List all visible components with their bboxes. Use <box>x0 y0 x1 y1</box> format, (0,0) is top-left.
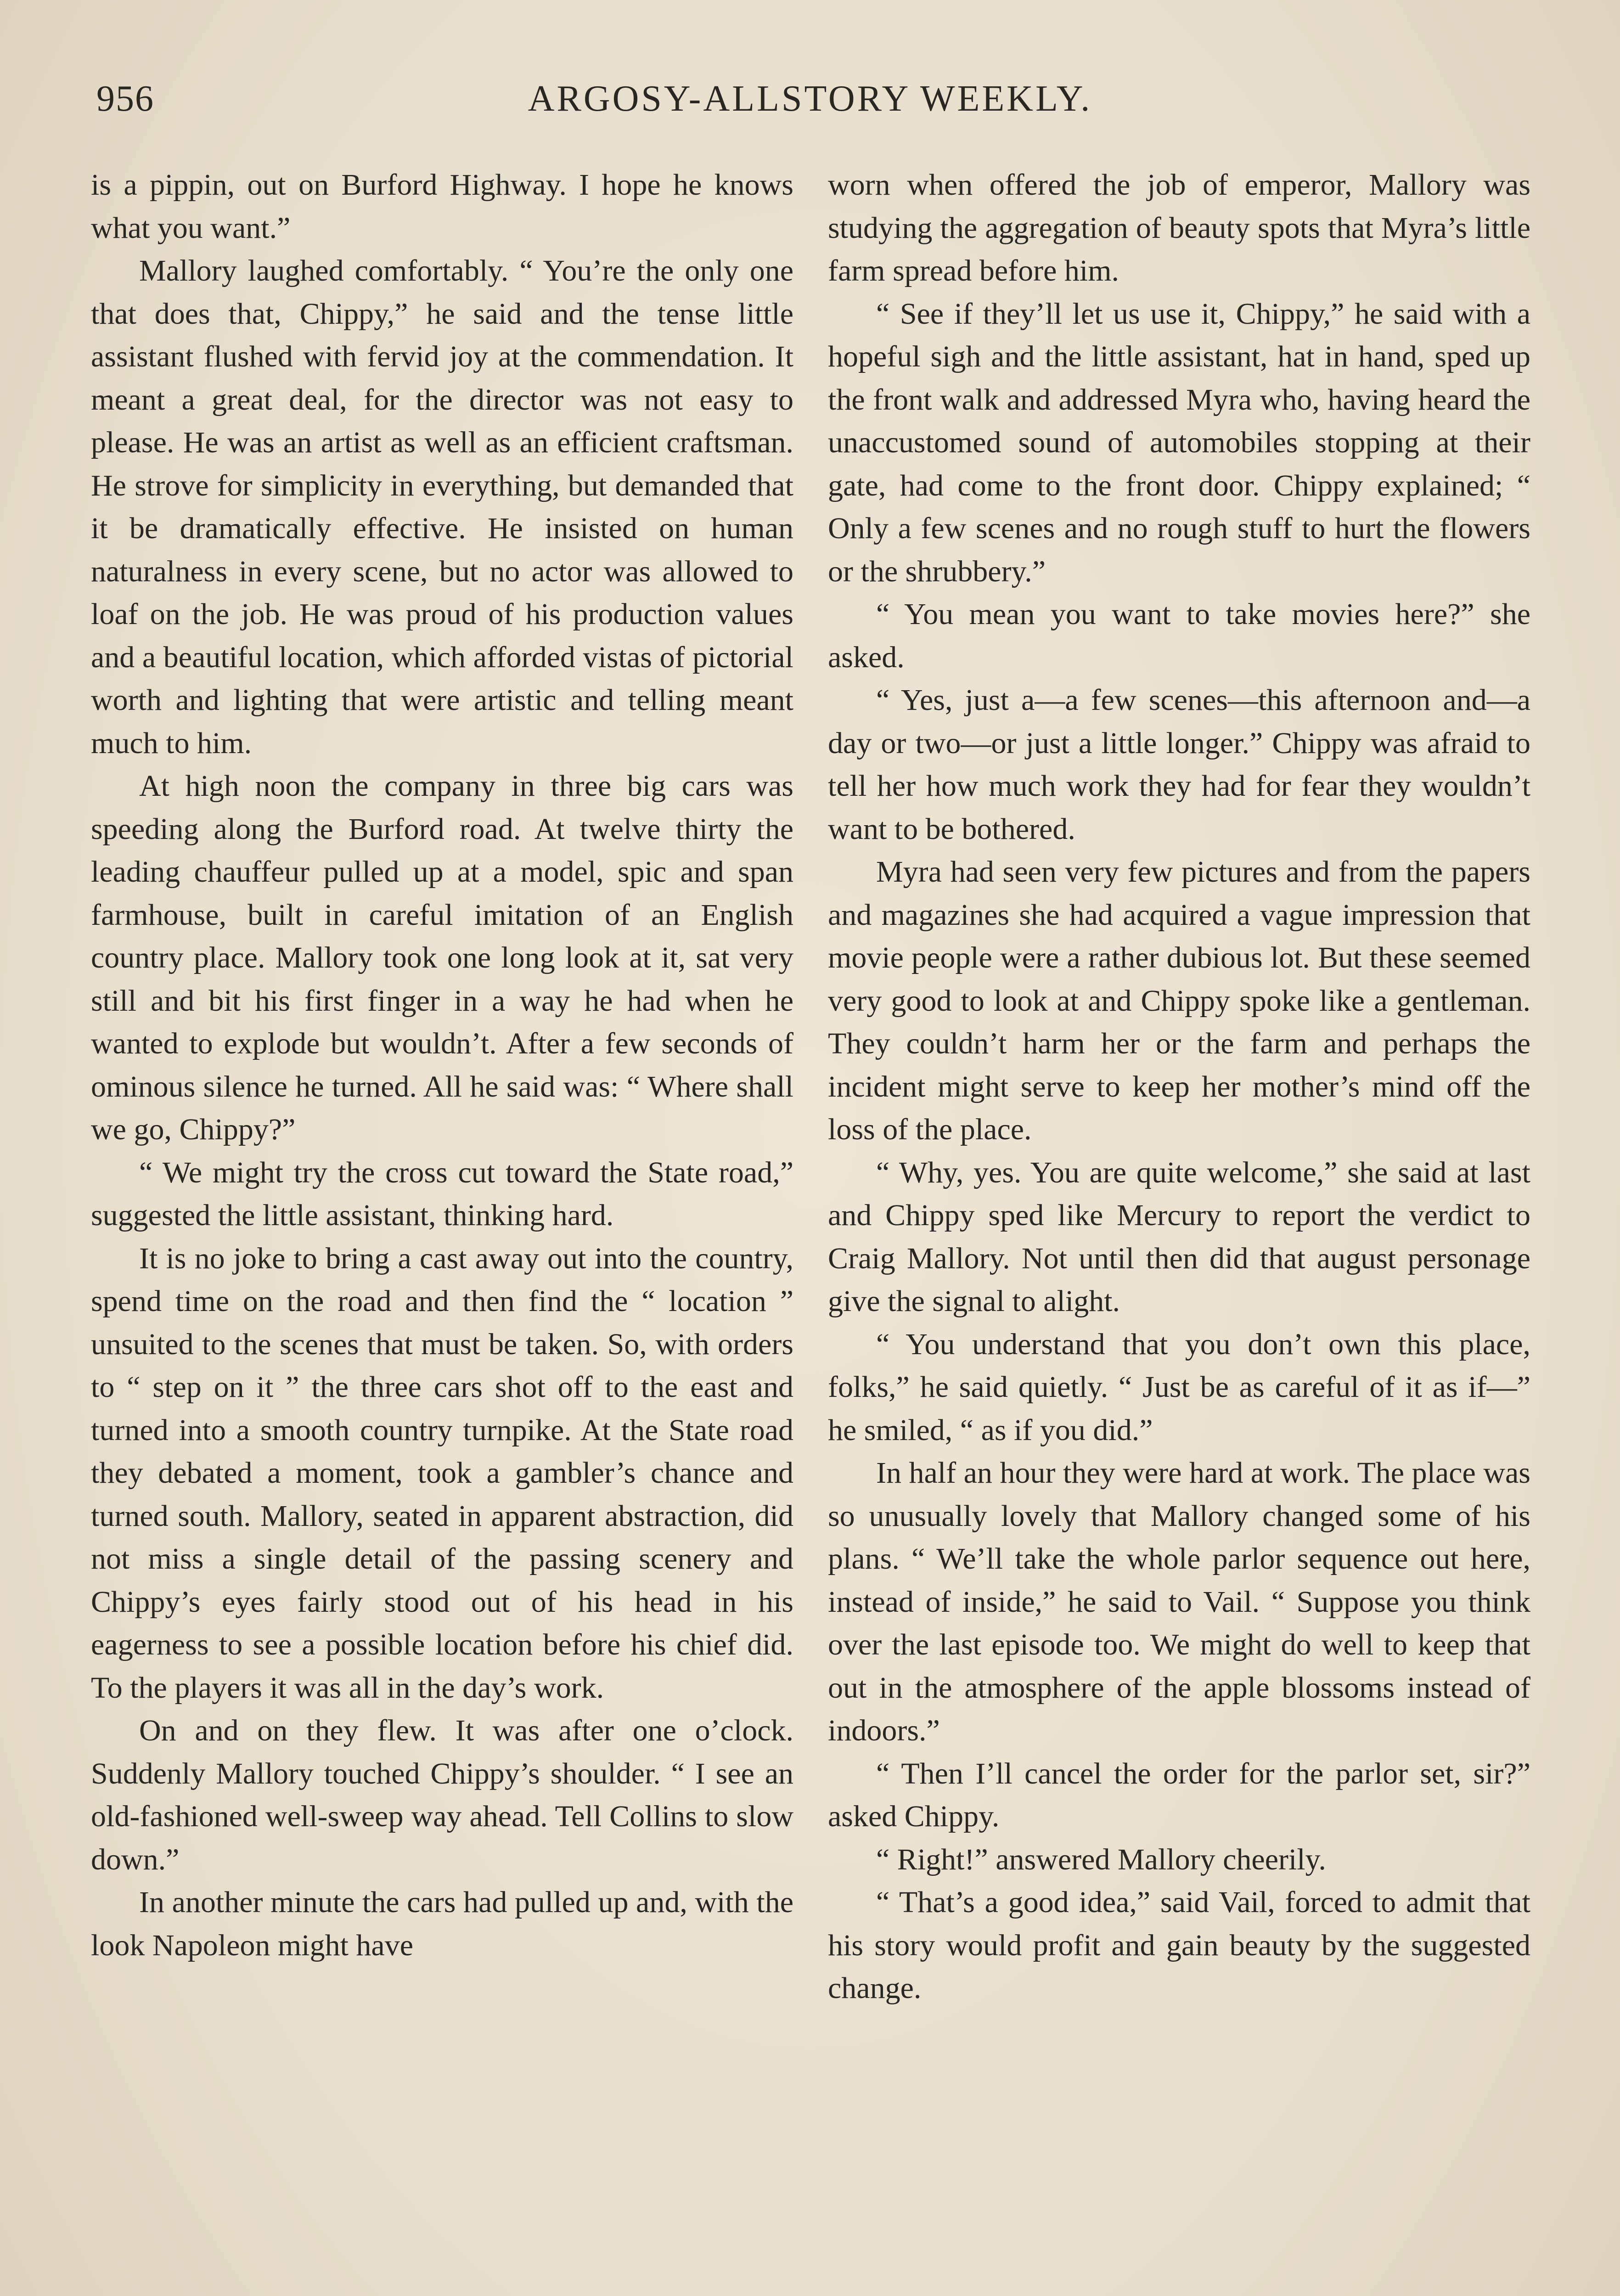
paragraph: “ Right!” answered Mallory cheerily. <box>876 1842 1326 1876</box>
paragraph: “ We might try the cross cut toward the State road,” suggested the little assistant, thinking hard. <box>91 1155 793 1232</box>
paragraph: On and on they flew. It was after one o’clock. Suddenly Mallory touched Chippy’s shoulder. “ I see an old-fashioned well-sweep way ahead. Tell Collins to slow down.” <box>91 1714 793 1876</box>
running-title: ARGOSY-ALLSTORY WEEKLY. <box>528 79 1092 119</box>
paragraph: “ Why, yes. You are quite welcome,” she said at last and Chippy sped like Mercury to report the verdict to Craig Mallory. Not until then did that august personage give the signal to alight. <box>828 1155 1530 1318</box>
paragraph: It is no joke to bring a cast away out into the country, spend time on the road and then find the “ location ” unsuited to the scenes that must be taken. So, with orders to “ step on it ” the three cars shot off to the east and turned into a smooth country turnpike. At the State road they debated a moment, took a gambler’s chance and turned south. Mallory, seated in apparent abstraction, did not miss a single detail of the passing scenery and Chippy’s eyes fairly stood out of his head in his eagerness to see a possible location before his chief did. To the players it was all in the day’s work. <box>91 1241 793 1705</box>
paragraph: is a pippin, out on Burford Highway. I hope he knows what you want.” <box>91 168 793 245</box>
paragraph: In another minute the cars had pulled up and, with the look Napoleon might have <box>91 1885 793 1962</box>
paragraph: “ You mean you want to take movies here?” she asked. <box>828 597 1530 674</box>
page-number: 956 <box>96 79 154 119</box>
paragraph: “ That’s a good idea,” said Vail, forced to admit that his story would profit and gain beauty by the suggested change. <box>828 1885 1530 2005</box>
paragraph: At high noon the company in three big cars was speeding along the Burford road. At twelve thirty the leading chauffeur pulled up at a model, spic and span farmhouse, built in careful imitation of an English country place. Mallory took one long look at it, sat very still and bit his first finger in a way he had when he wanted to explode but wouldn’t. After a few seconds of ominous silence he turned. All he said was: “ Where shall we go, Chippy?” <box>91 769 793 1146</box>
paragraph: Myra had seen very few pictures and from the papers and magazines she had acquired a vague impression that movie people were a rather dubious lot. But these seemed very good to look at and Chippy spoke like a gentleman. They couldn’t harm her or the farm and perhaps the incident might serve to keep her mother’s mind off the loss of the place. <box>828 855 1530 1146</box>
paragraph: “ See if they’ll let us use it, Chippy,” he said with a hopeful sigh and the little assistant, hat in hand, sped up the front walk and addressed Myra who, having heard the unaccustomed sound of automobiles stopping at their gate, had come to the front door. Chippy explained; “ Only a few scenes and no rough stuff to hurt the flowers or the shrubbery.” <box>828 297 1530 588</box>
paragraph: “ Yes, just a—a few scenes—this afternoon and—a day or two—or just a little longer.” Chippy was afraid to tell her how much work they had for fear they wouldn’t want to be bothered. <box>828 683 1530 846</box>
paragraph: “ Then I’ll cancel the order for the parlor set, sir?” asked Chippy. <box>828 1756 1530 1833</box>
paragraph: Mallory laughed comfortably. “ You’re the only one that does that, Chippy,” he said and the tense little assistant flushed with fervid joy at the commendation. It meant a great deal, for the director was not easy to please. He was an artist as well as an efficient craftsman. He strove for simplicity in everything, but demanded that it be dramatically effective. He insisted on human naturalness in every scene, but no actor was allowed to loaf on the job. He was proud of his production values and a beautiful location, which afforded vistas of pictorial worth and lighting that were artistic and telling meant much to him. <box>91 254 793 760</box>
paragraph: worn when offered the job of emperor, Mallory was studying the aggregation of beauty spots that Myra’s little farm spread before him. <box>828 168 1530 287</box>
left-text-column <box>91 163 793 1967</box>
page-header <box>92 78 1528 133</box>
paragraph: In half an hour they were hard at work. The place was so unusually lovely that Mallory changed some of his plans. “ We’ll take the whole parlor sequence out here, instead of inside,” he said to Vail. “ Suppose you think over the last episode too. We might do well to keep that out in the atmosphere of the apple blossoms instead of indoors.” <box>828 1456 1530 1747</box>
right-text-column <box>828 163 1530 2010</box>
paragraph: “ You understand that you don’t own this place, folks,” he said quietly. “ Just be as careful of it as if—” he smiled, “ as if you did.” <box>828 1327 1530 1447</box>
